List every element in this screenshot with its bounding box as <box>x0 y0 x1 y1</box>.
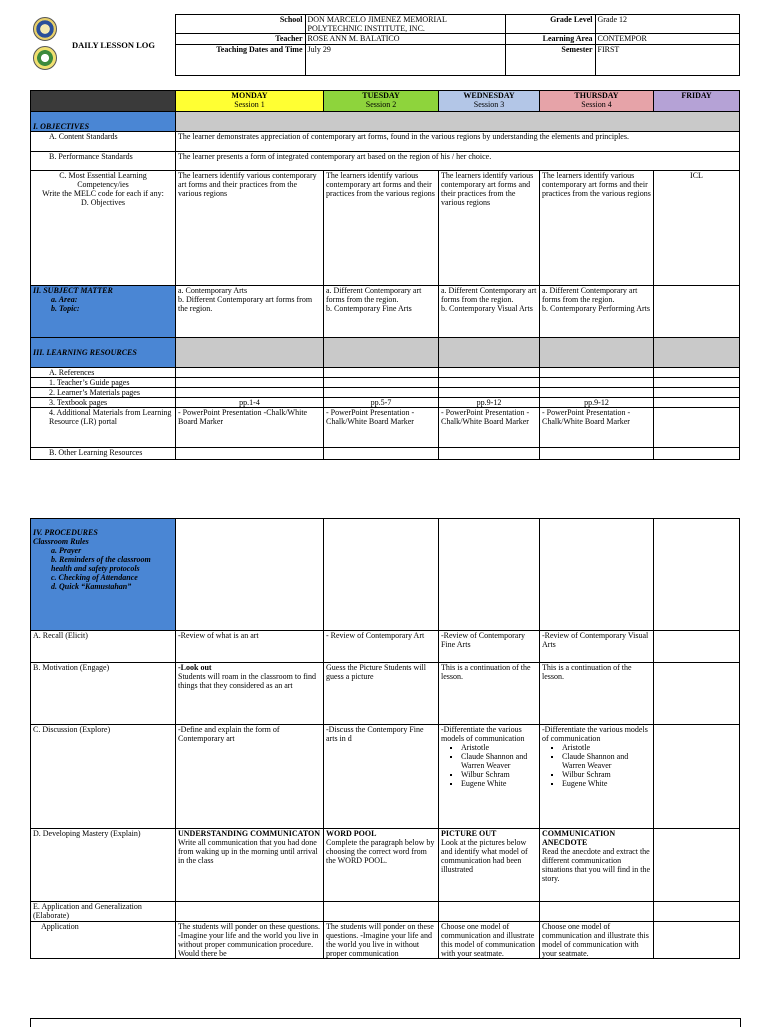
next-page-table-edge <box>30 1018 741 1027</box>
other-resources-label: B. Other Learning Resources <box>31 448 176 460</box>
empty-cell <box>540 519 654 631</box>
application-mon: The students will ponder on these questions. -Imagine your life and the world you live in without proper communication procedure. Would there be <box>176 922 324 959</box>
developing-thu: COMMUNICATION ANECDOTE Read the anecdote and extract the different communication situations that you will find in the story. <box>540 829 654 902</box>
subject-wed: a. Different Contemporary art forms from the region. b. Contemporary Visual Arts <box>439 286 540 338</box>
discussion-tue: -Discuss the Contempory Fine arts in d <box>324 725 439 829</box>
resources-title: III. LEARNING RESOURCES <box>31 338 176 368</box>
empty-cell <box>654 725 740 829</box>
resources-gray <box>540 338 654 368</box>
empty-cell <box>176 448 324 460</box>
resources-gray <box>439 338 540 368</box>
empty-cell <box>176 388 324 398</box>
tg-pages-label: 1. Teacher’s Guide pages <box>31 378 176 388</box>
performance-standards-label: B. Performance Standards <box>31 152 176 171</box>
application-wed: Choose one model of communication and illustrate this model of communication with your seatmate. <box>439 922 540 959</box>
day-wednesday: WEDNESDAY Session 3 <box>439 91 540 112</box>
motivation-wed: This is a continuation of the lesson. <box>439 663 540 725</box>
motivation-thu: This is a continuation of the lesson. <box>540 663 654 725</box>
area-label: Learning Area <box>505 34 595 45</box>
references-label: A. References <box>31 368 176 378</box>
textbook-thu: pp.9-12 <box>540 398 654 408</box>
empty-cell <box>439 378 540 388</box>
additional-materials-label: 4. Additional Materials from Learning Resource (LR) portal <box>31 408 176 448</box>
textbook-mon: pp.1-4 <box>176 398 324 408</box>
empty-cell <box>324 388 439 398</box>
grade-value: Grade 12 <box>595 15 739 34</box>
recall-thu: -Review of Contemporary Visual Arts <box>540 631 654 663</box>
developing-tue: WORD POOL Complete the paragraph below by choosing the correct word from the WORD POOL. <box>324 829 439 902</box>
objectives-mon: The learners identify various contemporary art forms and their practices from the various regions <box>176 171 324 286</box>
empty-cell <box>654 922 740 959</box>
empty-cell <box>540 902 654 922</box>
empty-cell <box>324 519 439 631</box>
subject-thu: a. Different Contemporary art forms from the region. b. Contemporary Performing Arts <box>540 286 654 338</box>
school-label: School <box>175 15 305 34</box>
discussion-mon: -Define and explain the form of Contemporary art <box>176 725 324 829</box>
discussion-wed: -Differentiate the various models of communication ▪ Aristotle ▪ Claude Shannon and Warren Weaver ▪ Wilbur Schram ▪ Eugene White <box>439 725 540 829</box>
recall-mon: -Review of what is an art <box>176 631 324 663</box>
empty-cell <box>324 368 439 378</box>
application-tue: The students will ponder on these questions. -Imagine your life and the world you live in without proper communication <box>324 922 439 959</box>
resources-gray <box>324 338 439 368</box>
developing-label: D. Developing Mastery (Explain) <box>31 829 176 902</box>
dates-value: July 29 <box>305 45 505 76</box>
recall-wed: -Review of Contemporary Fine Arts <box>439 631 540 663</box>
teacher-label: Teacher <box>175 34 305 45</box>
empty-cell <box>654 519 740 631</box>
additional-thu: - PowerPoint Presentation -Chalk/White Board Marker <box>540 408 654 448</box>
semester-value: FIRST <box>595 45 739 76</box>
empty-cell <box>654 378 740 388</box>
header-table <box>30 14 740 76</box>
developing-mon: UNDERSTANDING COMMUNICATON Write all communication that you had done from waking up in the morning until arrival in the class <box>176 829 324 902</box>
empty-cell <box>439 902 540 922</box>
empty-cell <box>176 368 324 378</box>
empty-cell <box>654 408 740 448</box>
day-monday: MONDAY Session 1 <box>176 91 324 112</box>
semester-label: Semester <box>505 45 595 76</box>
empty-cell <box>654 388 740 398</box>
subject-fri <box>654 286 740 338</box>
motivation-mon: -Look out Students will roam in the classroom to find things that they considered as an art <box>176 663 324 725</box>
developing-wed: PICTURE OUT Look at the pictures below and identify what model of communication had been illustrated <box>439 829 540 902</box>
dates-label: Teaching Dates and Time <box>175 45 305 76</box>
school-value: DON MARCELO JIMENEZ MEMORIAL POLYTECHNIC INSTITUTE, INC. <box>305 15 505 34</box>
textbook-tue: pp.5-7 <box>324 398 439 408</box>
melc-label: C. Most Essential Learning Competency/ies Write the MELC code for each if any: D. Objectives <box>31 171 176 286</box>
empty-cell <box>439 519 540 631</box>
grade-label: Grade Level <box>505 15 595 34</box>
application-label: Application <box>31 922 176 959</box>
motivation-tue: Guess the Picture Students will guess a picture <box>324 663 439 725</box>
resources-gray <box>176 338 324 368</box>
day-thursday: THURSDAY Session 4 <box>540 91 654 112</box>
area-value: CONTEMPOR <box>595 34 739 45</box>
teacher-value: ROSE ANN M. BALATICO <box>305 34 505 45</box>
recall-label: A. Recall (Elicit) <box>31 631 176 663</box>
subject-mon: a. Contemporary Arts b. Different Contemporary art forms from the region. <box>176 286 324 338</box>
empty-cell <box>176 378 324 388</box>
objectives-tue: The learners identify various contemporary art forms and their practices from the various regions <box>324 171 439 286</box>
empty-cell <box>654 448 740 460</box>
objectives-gray <box>176 112 740 132</box>
discussion-thu: -Differentiate the various models of communication ▪ Aristotle ▪ Claude Shannon and Warren Weaver ▪ Wilbur Schram ▪ Eugene White <box>540 725 654 829</box>
additional-tue: - PowerPoint Presentation -Chalk/White Board Marker <box>324 408 439 448</box>
objectives-title: I. OBJECTIVES <box>31 112 176 132</box>
empty-cell <box>540 448 654 460</box>
application-generalization-label: E. Application and Generalization (Elaborate) <box>31 902 176 922</box>
empty-cell <box>540 378 654 388</box>
empty-cell <box>654 368 740 378</box>
empty-cell <box>324 902 439 922</box>
empty-cell <box>324 448 439 460</box>
objectives-wed: The learners identify various contemporary art forms and their practices from the various regions <box>439 171 540 286</box>
objectives-fri: ICL <box>654 171 740 286</box>
procedures-title: IV. PROCEDURES Classroom Rules a. Prayer b. Reminders of the classroom health and safety protocols c. Checking of Attendance d. Quick “Kamustahan” <box>31 519 176 631</box>
empty-cell <box>654 631 740 663</box>
empty-cell <box>439 448 540 460</box>
empty-cell <box>654 902 740 922</box>
day-friday: FRIDAY <box>654 91 740 112</box>
empty-cell <box>654 663 740 725</box>
resources-gray <box>654 338 740 368</box>
lesson-table-1 <box>30 90 740 460</box>
recall-tue: - Review of Contemporary Art <box>324 631 439 663</box>
empty-cell <box>176 902 324 922</box>
empty-cell <box>540 388 654 398</box>
day-tuesday: TUESDAY Session 2 <box>324 91 439 112</box>
textbook-pages-label: 3. Textbook pages <box>31 398 176 408</box>
motivation-label: B. Motivation (Engage) <box>31 663 176 725</box>
doc-title: DAILY LESSON LOG <box>72 39 155 50</box>
subject-tue: a. Different Contemporary art forms from the region. b. Contemporary Fine Arts <box>324 286 439 338</box>
performance-standards: The learner presents a form of integrated contemporary art based on the region of his / her choice. <box>176 152 740 171</box>
textbook-wed: pp.9-12 <box>439 398 540 408</box>
empty-cell <box>540 368 654 378</box>
application-thu: Choose one model of communication and illustrate this model of communication with your seatmate. <box>540 922 654 959</box>
objectives-thu: The learners identify various contemporary art forms and their practices from the various regions <box>540 171 654 286</box>
content-standards-label: A. Content Standards <box>31 132 176 152</box>
discussion-label: C. Discussion (Explore) <box>31 725 176 829</box>
content-standards: The learner demonstrates appreciation of contemporary art forms, found in the various regions by understanding the elements and principles. <box>176 132 740 152</box>
empty-cell <box>439 388 540 398</box>
empty-cell <box>654 829 740 902</box>
empty-cell <box>324 378 439 388</box>
additional-wed: - PowerPoint Presentation -Chalk/White Board Marker <box>439 408 540 448</box>
empty-cell <box>176 519 324 631</box>
additional-mon: - PowerPoint Presentation -Chalk/White Board Marker <box>176 408 324 448</box>
lm-pages-label: 2. Learner’s Materials pages <box>31 388 176 398</box>
lesson-table-2 <box>30 518 740 959</box>
subject-matter-title: II. SUBJECT MATTER a. Area: b. Topic: <box>31 286 176 338</box>
corner-cell <box>31 91 176 112</box>
empty-cell <box>654 398 740 408</box>
empty-cell <box>439 368 540 378</box>
